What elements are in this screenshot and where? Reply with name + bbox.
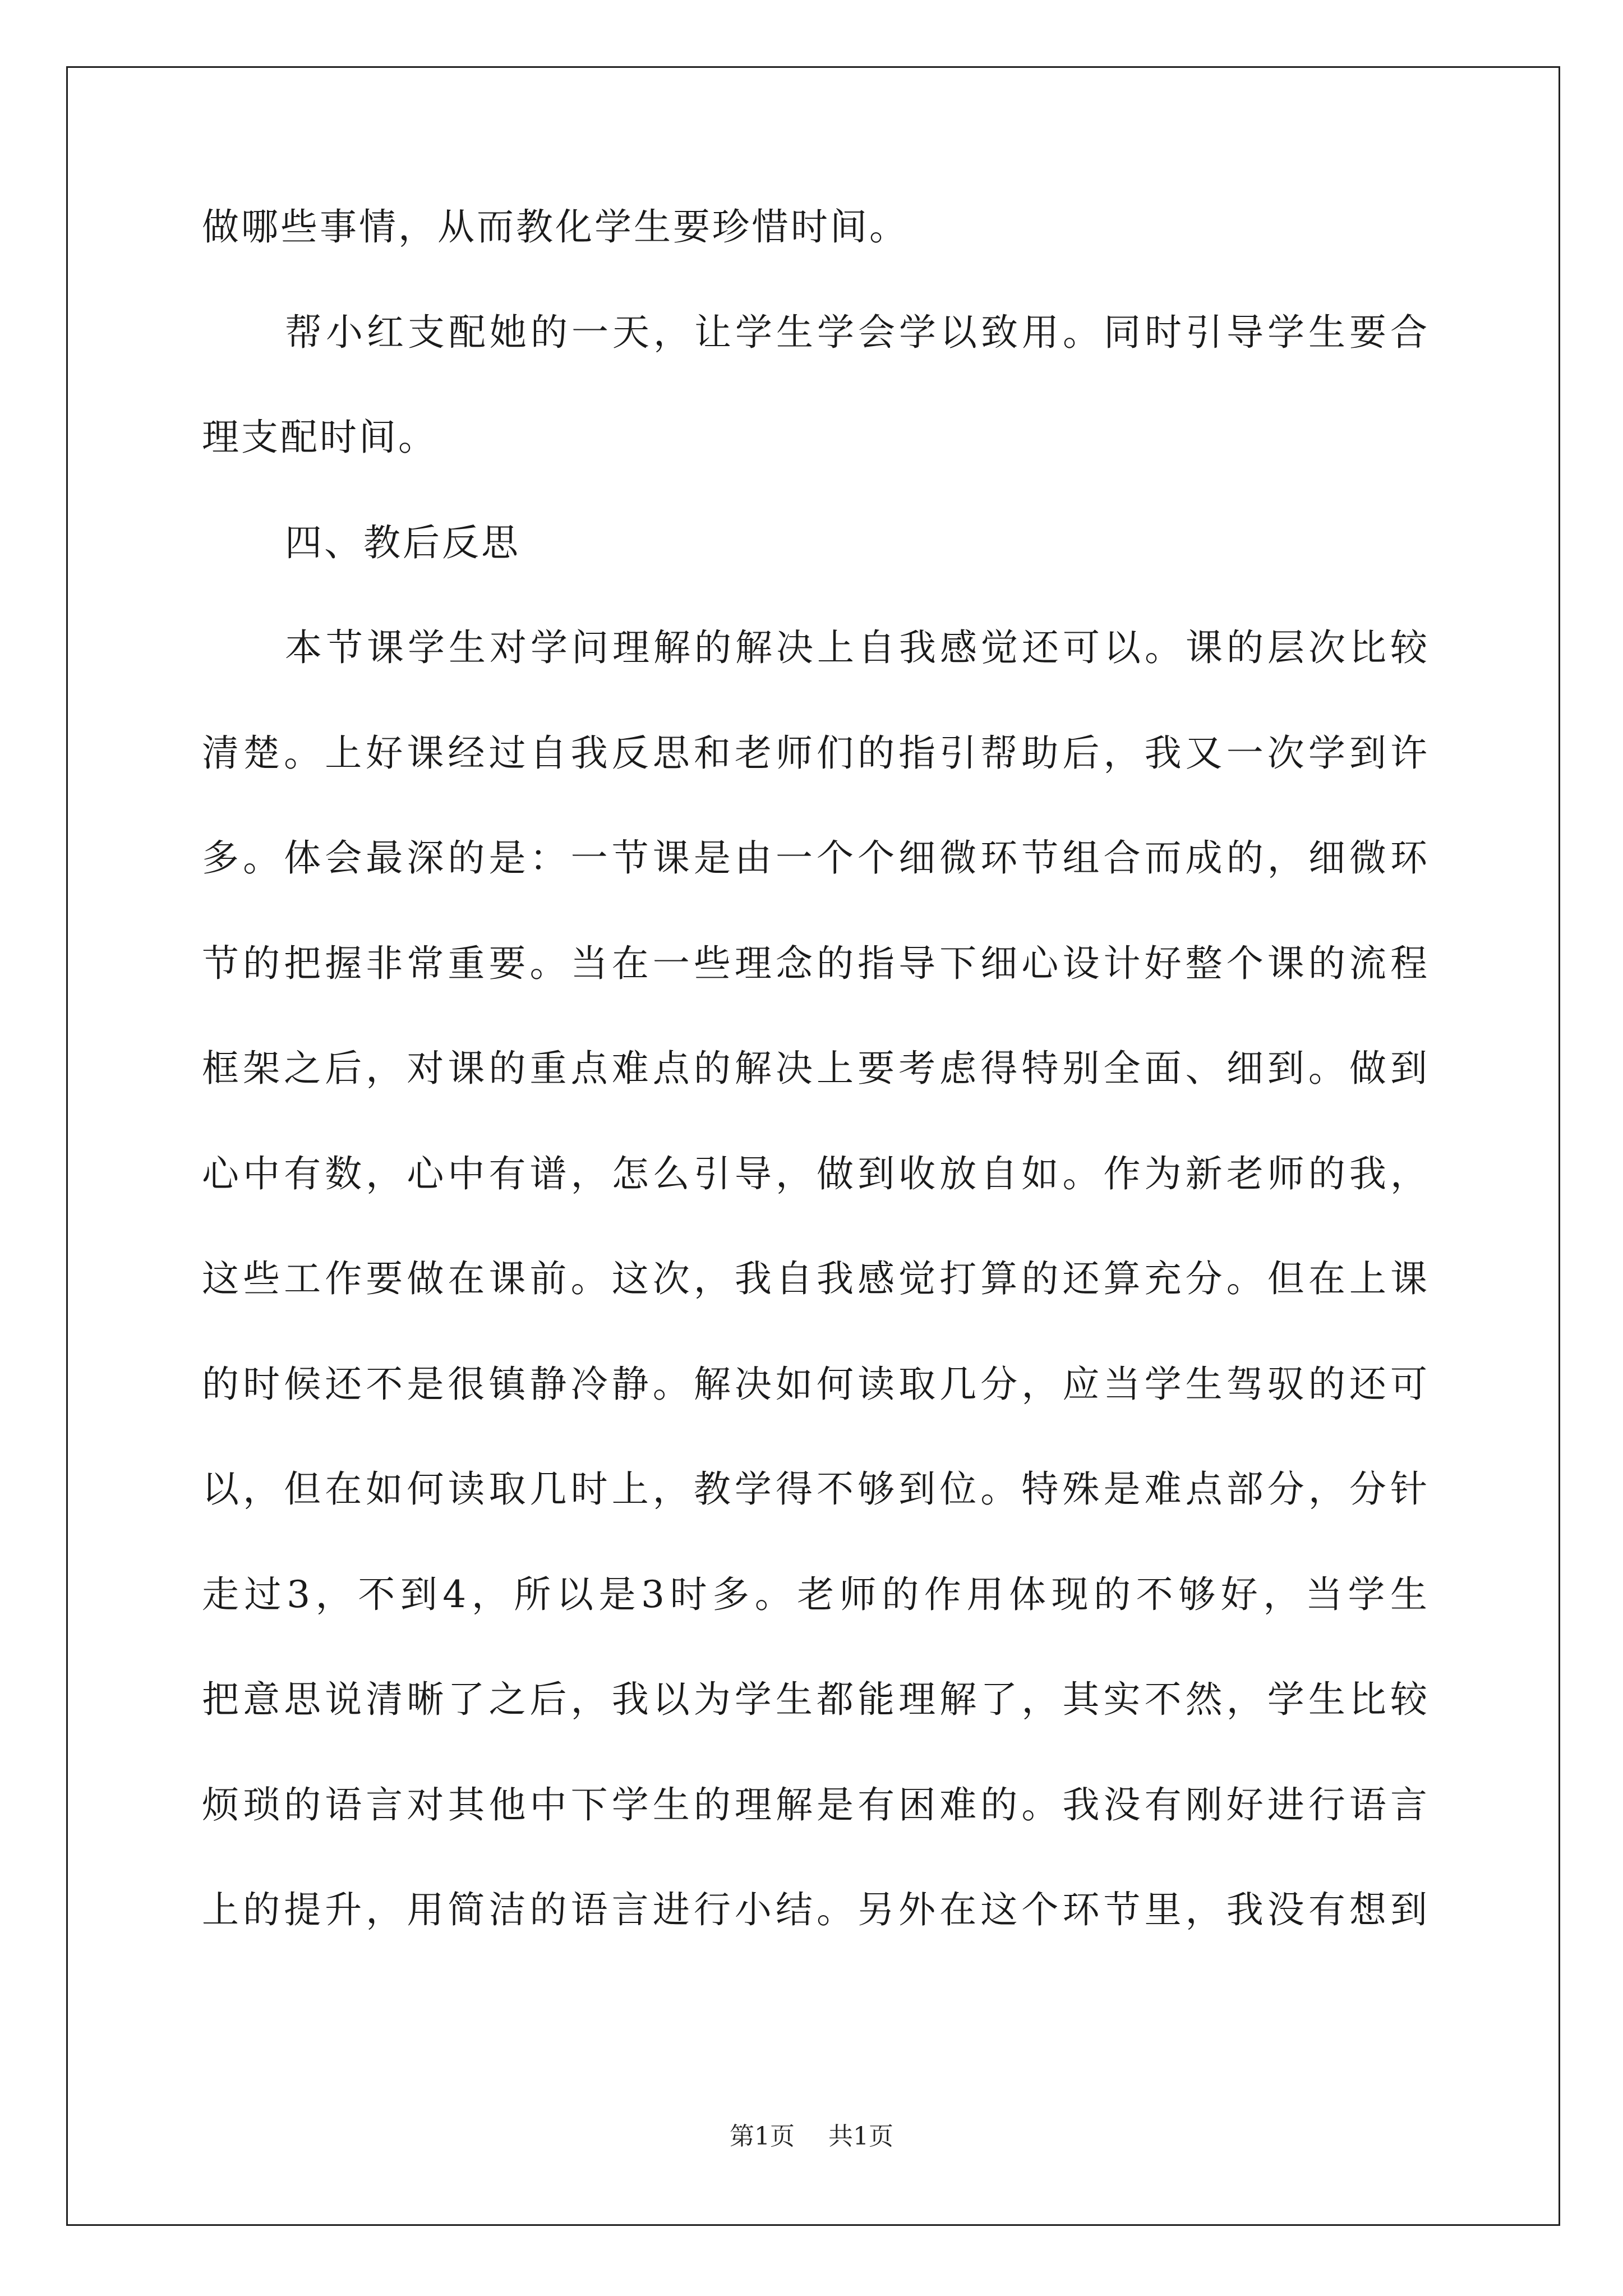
text-line: 这些工作要做在课前。这次，我自我感觉打算的还算充分。但在上课 <box>202 1257 1427 1300</box>
page-total: 共1页 <box>828 2122 893 2151</box>
text-line: 烦琐的语言对其他中下学生的理解是有困难的。我没有刚好进行语言 <box>202 1783 1427 1826</box>
page-number: 第1页 <box>730 2122 795 2151</box>
text-line: 上的提升，用简洁的语言进行小结。另外在这个环节里，我没有想到 <box>202 1888 1427 1931</box>
text-line: 多。体会最深的是：一节课是由一个个细微环节组合而成的，细微环 <box>202 836 1427 880</box>
text-line: 以，但在如何读取几时上，教学得不够到位。特殊是难点部分，分针 <box>202 1467 1427 1511</box>
text-line: 把意思说清晰了之后，我以为学生都能理解了，其实不然，学生比较 <box>202 1678 1427 1721</box>
text-line: 节的把握非常重要。当在一些理念的指导下细心设计好整个课的流程 <box>202 941 1427 985</box>
text-line: 做哪些事情，从而教化学生要珍惜时间。 <box>202 205 909 249</box>
text-line: 的时候还不是很镇静冷静。解决如何读取几分，应当学生驾驭的还可 <box>202 1362 1427 1406</box>
text-line: 理支配时间。 <box>202 416 437 459</box>
text-line: 框架之后，对课的重点难点的解决上要考虑得特别全面、细到。做到 <box>202 1047 1427 1090</box>
paragraph-line: 本节课学生对学问理解的解决上自我感觉还可以。课的层次比较 <box>285 626 1427 669</box>
paragraph-line: 帮小红支配她的一天，让学生学会学以致用。同时引导学生要合 <box>285 310 1427 354</box>
document-body <box>202 205 1427 1997</box>
text-line: 清楚。上好课经过自我反思和老师们的指引帮助后，我又一次学到许 <box>202 731 1427 775</box>
section-heading: 四、教后反思 <box>285 521 520 564</box>
page-footer <box>0 2124 1623 2149</box>
text-line: 走过3，不到4，所以是3时多。老师的作用体现的不够好，当学生 <box>202 1572 1427 1616</box>
text-line: 心中有数，心中有谱，怎么引导，做到收放自如。作为新老师的我， <box>202 1152 1427 1195</box>
